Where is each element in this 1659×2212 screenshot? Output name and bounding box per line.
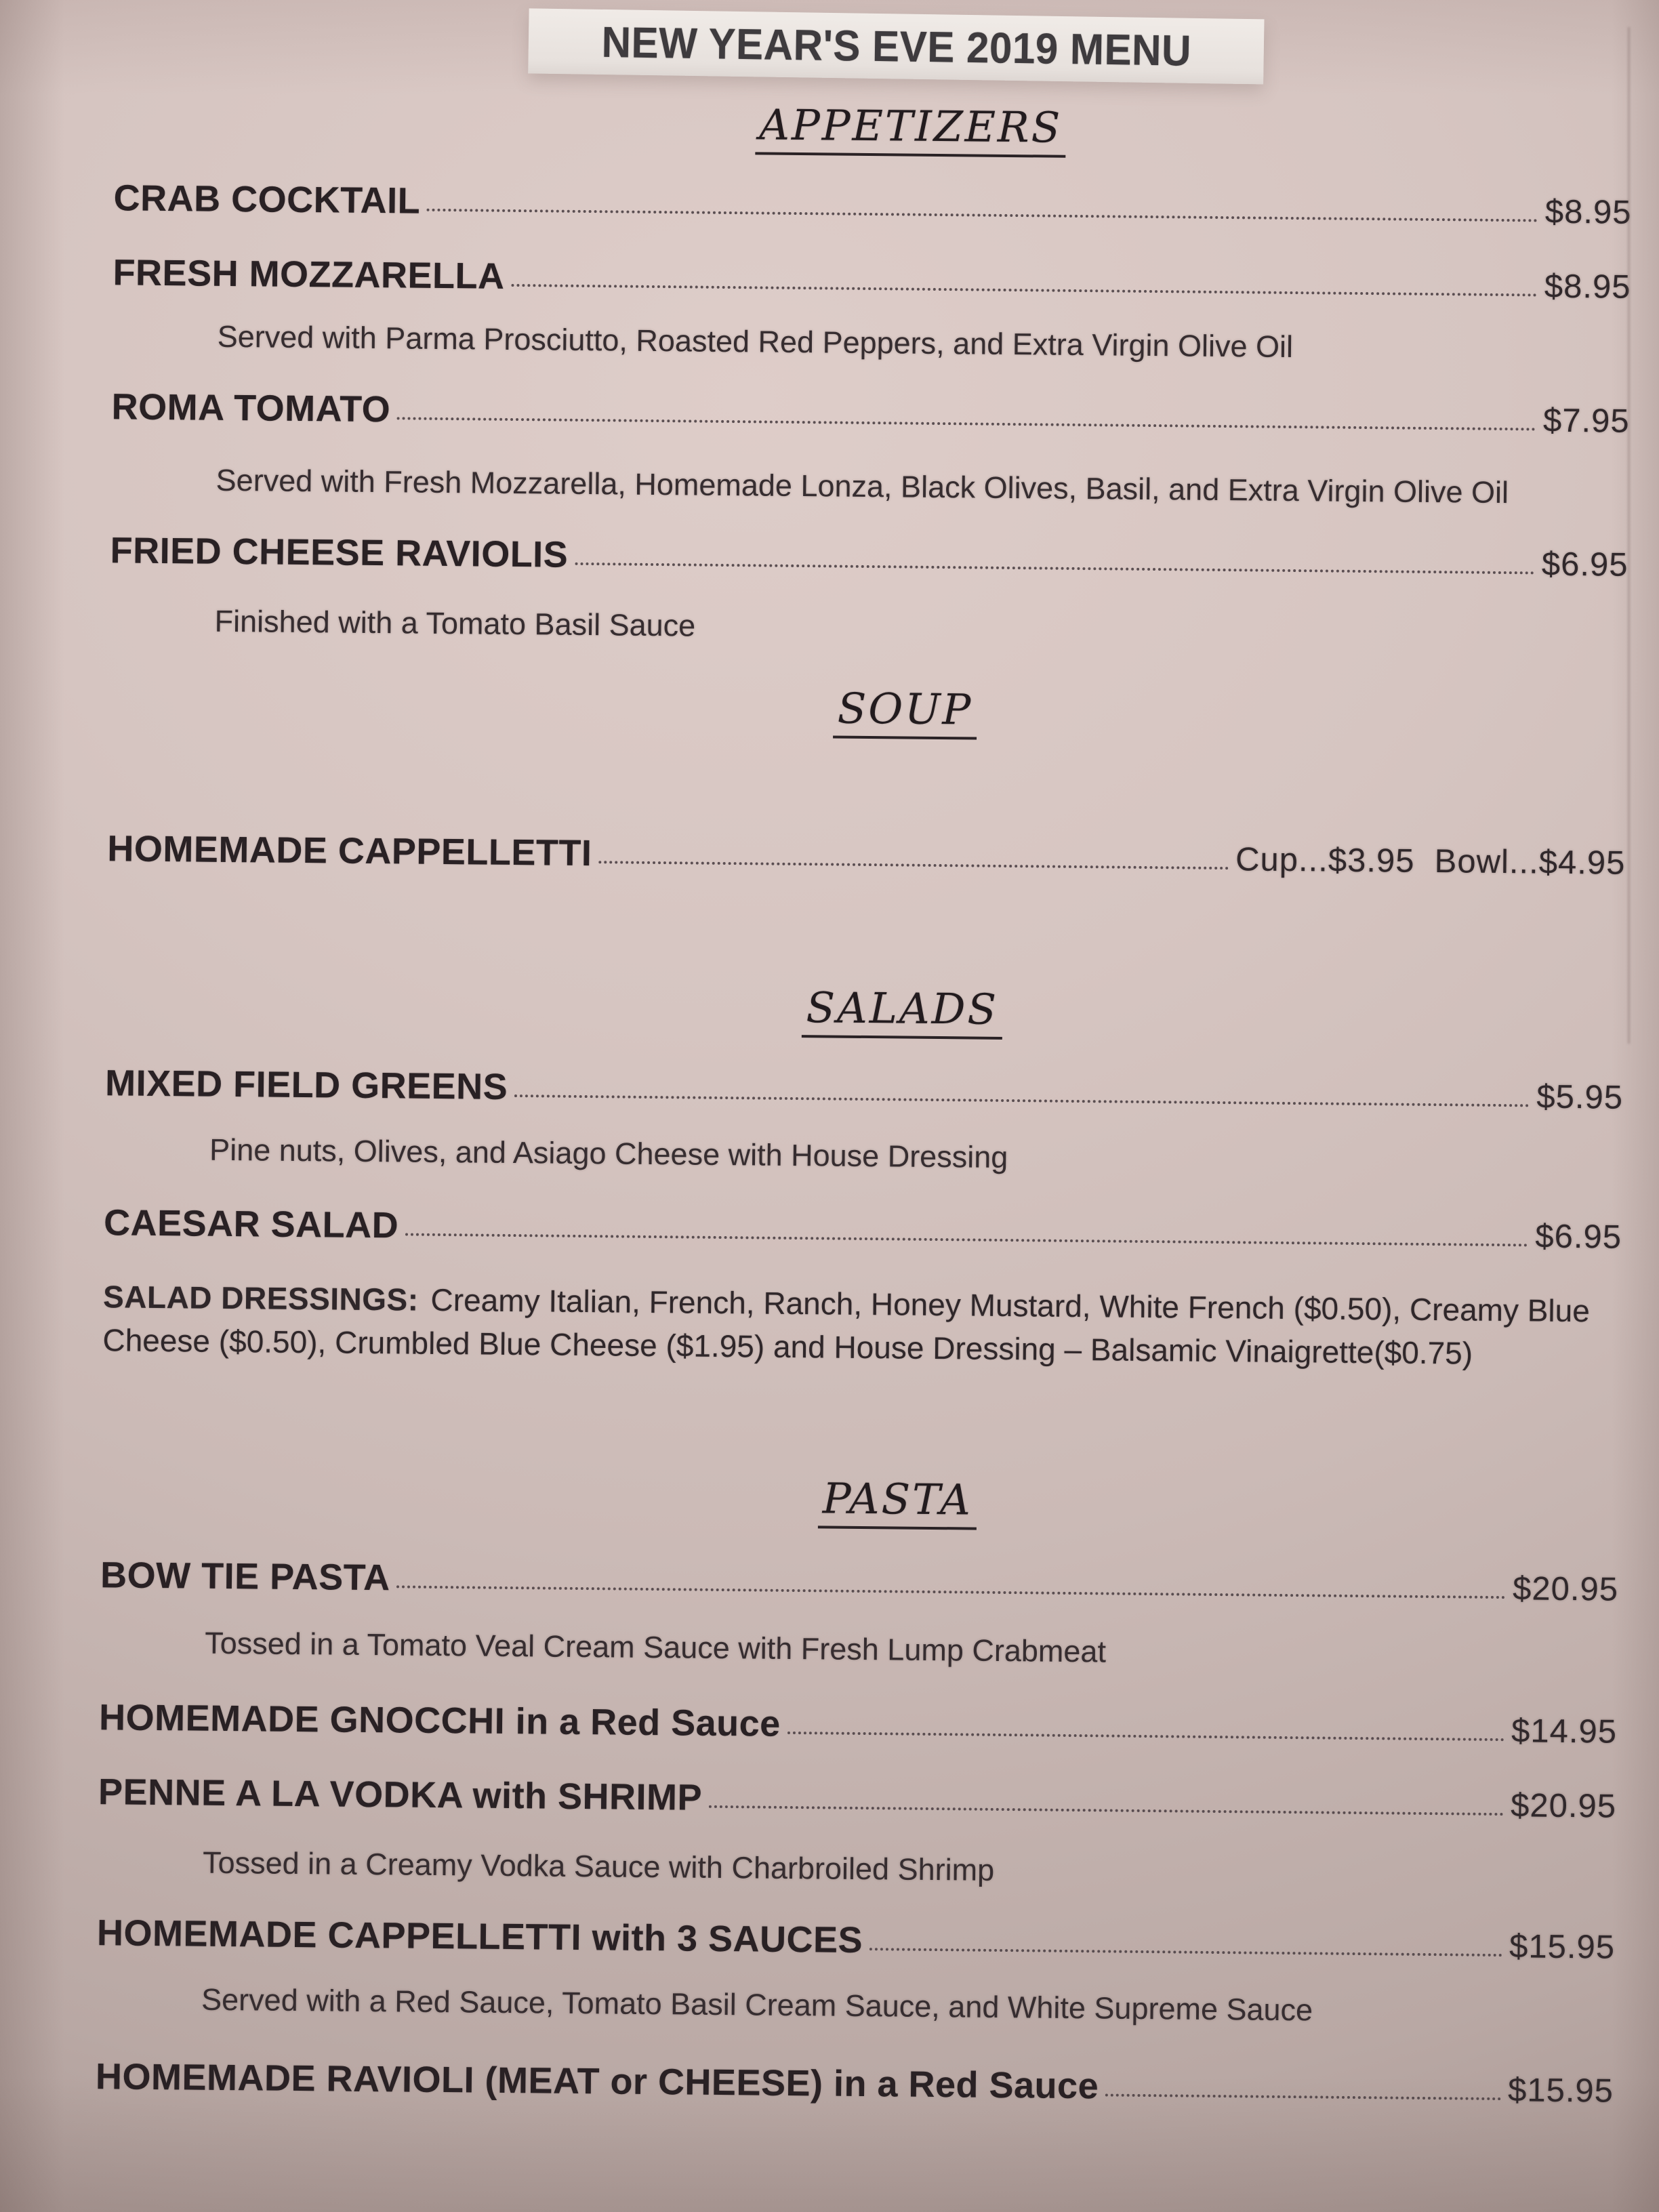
menu-item-row-homemade-ravioli [96,2055,1614,2112]
item-price: $6.95 [1541,546,1629,583]
item-name: BOW TIE PASTA [100,1555,390,1599]
item-name: ROMA TOMATO [111,386,391,430]
item-price: $15.95 [1509,1928,1616,1966]
menu-item-row-homemade-gnocchi [99,1696,1617,1753]
item-name: HOMEMADE GNOCCHI in a Red Sauce [98,1697,781,1744]
dotted-leader [514,1094,1530,1107]
salad-dressings-text: Creamy Italian, French, Ranch, Honey Mustard, White French ($0.50), Creamy Blue Cheese ($0.50), Crumbled Blue Cheese ($1.95) and House Dressing – Balsamic Vinaigrette($0.75) [102,1282,1591,1371]
menu-item-row-penne-a-la-vodka [98,1771,1616,1827]
dotted-leader [787,1732,1504,1741]
item-description: Tossed in a Tomato Veal Cream Sauce with Fresh Lump Crabmeat [204,1625,1107,1669]
menu-item-row-bow-tie-pasta [100,1554,1618,1610]
paper-edge-line [1628,27,1630,1044]
item-name: CAESAR SALAD [103,1202,399,1246]
item-description: Served with Fresh Mozzarella, Homemade Lonza, Black Olives, Basil, and Extra Virgin Olive Oil [216,462,1509,510]
dotted-leader [511,284,1537,297]
menu-item-row-cappelletti-3-sauces [97,1912,1615,1968]
title-label [528,8,1264,84]
item-description: Served with Parma Prosciutto, Roasted Red Peppers, and Extra Virgin Olive Oil [217,319,1294,365]
item-description: Pine nuts, Olives, and Asiago Cheese with House Dressing [209,1132,1008,1175]
menu-item-row-homemade-cappelletti-soup [107,827,1625,884]
salad-dressings-label: SALAD DRESSINGS: [102,1279,419,1317]
menu-title: NEW YEAR'S EVE 2019 MENU [600,17,1192,75]
dotted-leader [709,1805,1504,1816]
item-price: $20.95 [1512,1570,1619,1608]
section-heading-salads: SALADS [106,977,1624,1045]
item-price: $7.95 [1542,402,1630,440]
dotted-leader [397,417,1536,430]
salad-dressings-note [102,1275,1620,1376]
dotted-leader [396,1585,1506,1599]
item-price: $5.95 [1536,1078,1624,1116]
menu-item-row-caesar-salad [104,1202,1622,1258]
item-price: $20.95 [1510,1787,1617,1825]
item-price: $8.95 [1544,268,1631,306]
item-name: CRAB COCKTAIL [113,178,421,222]
item-name: FRESH MOZZARELLA [112,252,505,297]
item-description: Served with a Red Sauce, Tomato Basil Cream Sauce, and White Supreme Sauce [201,1982,1313,2028]
item-name: HOMEMADE CAPPELLETTI [107,828,592,874]
item-name: HOMEMADE CAPPELLETTI with 3 SAUCES [96,1912,863,1961]
item-price: $8.95 [1544,193,1632,231]
item-price: Cup...$3.95 Bowl...$4.95 [1235,841,1626,882]
menu-item-row-fresh-mozzarella [112,251,1631,308]
item-name: PENNE A LA VODKA with SHRIMP [98,1771,703,1818]
menu-item-row-mixed-field-greens [105,1062,1623,1118]
menu-sheet [94,0,1633,2212]
item-description: Finished with a Tomato Basil Sauce [214,603,696,643]
dotted-leader [405,1233,1528,1246]
section-heading-appetizers: APPETIZERS [114,94,1633,163]
item-price: $6.95 [1535,1218,1622,1256]
section-heading-soup: SOUP [108,677,1627,745]
section-heading-pasta: PASTA [101,1467,1620,1536]
dotted-leader [1105,2093,1501,2100]
dotted-leader [575,562,1535,575]
menu-item-row-crab-cocktail [113,177,1631,233]
item-name: FRIED CHEESE RAVIOLIS [110,530,569,575]
item-description: Tossed in a Creamy Vodka Sauce with Charbroiled Shrimp [202,1845,995,1887]
menu-item-row-fried-cheese-raviolis [110,529,1628,586]
dotted-leader [598,861,1229,869]
item-price: $14.95 [1511,1713,1618,1750]
dotted-leader [869,1948,1502,1957]
item-name: HOMEMADE RAVIOLI (MEAT or CHEESE) in a Red Sauce [95,2056,1099,2107]
menu-item-row-roma-tomato [111,386,1629,442]
item-name: MIXED FIELD GREENS [104,1063,508,1107]
dotted-leader [427,209,1538,222]
item-price: $15.95 [1507,2072,1614,2110]
